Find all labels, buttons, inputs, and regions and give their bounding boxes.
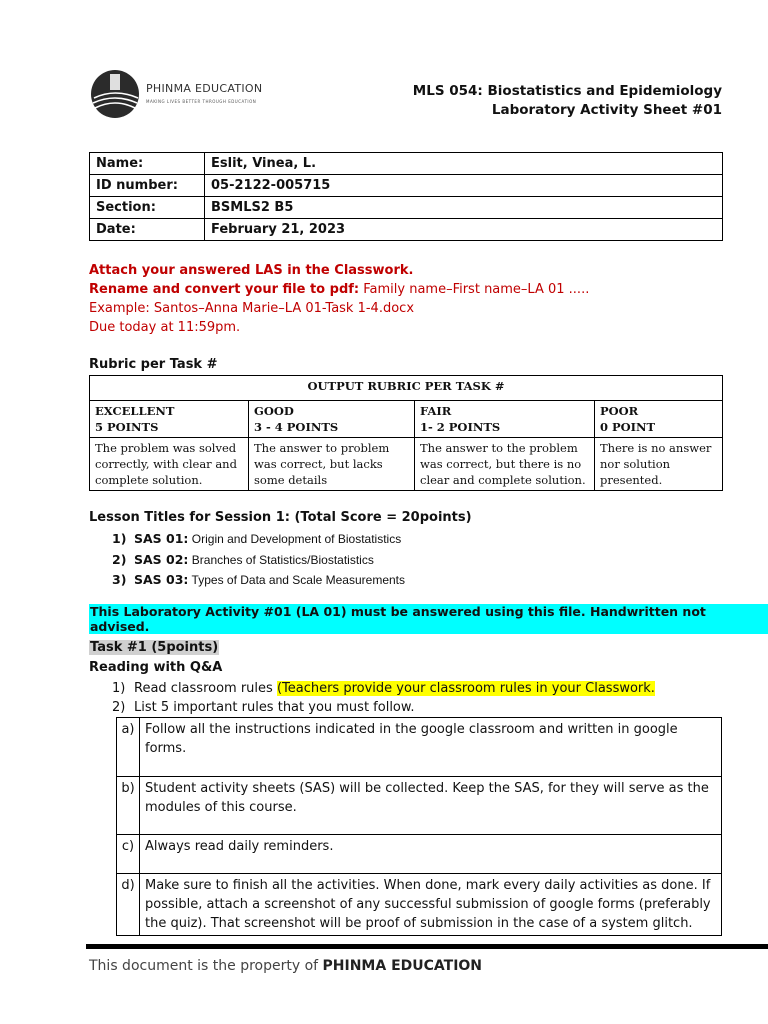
- rule-row: [117, 835, 722, 874]
- lesson-title: Origin and Development of Biostatistics: [188, 532, 402, 546]
- level-name: GOOD: [254, 404, 294, 418]
- lesson-code: SAS 03:: [134, 572, 189, 587]
- rubric-desc: The problem was solved correctly, with clear and complete solution.: [90, 438, 249, 491]
- task-step: [112, 679, 655, 698]
- step-number: 1): [112, 681, 126, 696]
- logo-tagline: MAKING LIVES BETTER THROUGH EDUCATION: [146, 99, 257, 104]
- id-label: ID number:: [90, 175, 205, 197]
- level-points: 0 POINT: [600, 420, 656, 434]
- rubric-heading: Rubric per Task #: [89, 357, 218, 372]
- rubric-level: [415, 401, 595, 438]
- rule-row: [117, 874, 722, 936]
- header-course-info: [413, 82, 722, 120]
- step-text: List 5 important rules that you must follow.: [134, 700, 415, 715]
- info-row-section: [90, 197, 723, 219]
- lesson-title: Branches of Statistics/Biostatistics: [188, 552, 374, 567]
- rubric-desc: There is no answer nor solution presented.: [595, 438, 723, 491]
- rule-text: Student activity sheets (SAS) will be collected. Keep the SAS, for they will serve as the modules of this course.: [140, 777, 722, 835]
- sheet-title: Laboratory Activity Sheet #01: [491, 102, 722, 118]
- rubric-title: OUTPUT RUBRIC PER TASK #: [90, 376, 723, 401]
- lesson-number: 2): [112, 551, 127, 567]
- course-title: MLS 054: Biostatistics and Epidemiology: [412, 83, 722, 99]
- rule-letter: d): [117, 874, 140, 936]
- lesson-code: SAS 02:: [134, 551, 189, 567]
- name-value: Eslit, Vinea, L.: [205, 153, 723, 175]
- section-label: Section:: [90, 197, 205, 219]
- attach-instruction: Attach your answered LAS in the Classwork.: [89, 263, 414, 278]
- lesson-list: [112, 529, 405, 591]
- level-name: EXCELLENT: [95, 404, 175, 418]
- level-name: POOR: [600, 404, 639, 418]
- rules-table: [116, 717, 722, 936]
- lesson-code: SAS 01:: [134, 531, 189, 546]
- step-highlight: (Teachers provide your classroom rules in your Classwork.: [276, 681, 655, 696]
- level-points: 1- 2 POINTS: [420, 420, 501, 434]
- section-value: BSMLS2 B5: [205, 197, 723, 219]
- footer-prefix: This document is the property of: [89, 958, 323, 974]
- task-steps: [112, 679, 655, 717]
- lesson-number: 3): [112, 572, 127, 587]
- rule-row: [117, 777, 722, 835]
- rename-instruction: [89, 280, 589, 299]
- step-text: Read classroom rules: [134, 681, 277, 696]
- rubric-level: [90, 401, 249, 438]
- logo-title: PHINMA EDUCATION: [146, 82, 263, 95]
- rubric-level: [249, 401, 415, 438]
- footer-property-notice: [89, 958, 482, 974]
- name-label: Name:: [90, 153, 205, 175]
- rule-text: Always read daily reminders.: [140, 835, 722, 874]
- level-points: 3 - 4 POINTS: [254, 420, 339, 434]
- lesson-titles-heading: Lesson Titles for Session 1: (Total Score = 20points): [89, 510, 472, 525]
- rubric-level: [595, 401, 723, 438]
- footer-divider: [86, 944, 768, 949]
- rename-rest: Family name–First name–LA 01 .....: [359, 282, 590, 297]
- rule-letter: b): [117, 777, 140, 835]
- rubric-desc: The answer to problem was correct, but lacks some details: [249, 438, 415, 491]
- info-row-id: [90, 175, 723, 197]
- rule-letter: c): [117, 835, 140, 874]
- lesson-item: [112, 570, 405, 591]
- rubric-desc: The answer to the problem was correct, but there is no clear and complete solution.: [415, 438, 595, 491]
- student-info-table: [89, 152, 723, 241]
- rubric-table: [89, 375, 723, 491]
- lesson-item: [112, 529, 405, 550]
- rule-letter: a): [117, 718, 140, 777]
- rule-text: Make sure to finish all the activities. When done, mark every daily activities as done. If possible, attach a screenshot of any successful submission of google forms (preferably the quiz). That screenshot will be proof of submission in the case of a system glitch.: [140, 874, 722, 936]
- level-name: FAIR: [420, 404, 452, 418]
- date-label: Date:: [90, 219, 205, 241]
- footer-owner: PHINMA EDUCATION: [322, 958, 483, 974]
- rule-text: Follow all the instructions indicated in the google classroom and written in google forms.: [140, 718, 722, 777]
- phinma-logo: [90, 68, 263, 122]
- info-row-date: [90, 219, 723, 241]
- date-value: February 21, 2023: [205, 219, 723, 241]
- handwritten-notice: This Laboratory Activity #01 (LA 01) must be answered using this file. Handwritten not advised.: [89, 604, 768, 634]
- task-subheading: Reading with Q&A: [89, 660, 223, 675]
- level-points: 5 POINTS: [95, 420, 159, 434]
- due-notice: Due today at 11:59pm.: [89, 320, 241, 335]
- rule-row: [117, 718, 722, 777]
- info-row-name: [90, 153, 723, 175]
- step-number: 2): [112, 700, 126, 715]
- submission-instructions: [89, 261, 589, 337]
- id-value: 05-2122-005715: [205, 175, 723, 197]
- lesson-title: Types of Data and Scale Measurements: [188, 573, 405, 587]
- lesson-number: 1): [112, 531, 127, 546]
- rename-bold: Rename and convert your file to pdf:: [89, 282, 360, 297]
- lesson-item: [112, 550, 405, 571]
- task-heading: Task #1 (5points): [90, 640, 219, 655]
- task-step: [112, 698, 655, 717]
- phinma-logo-icon: [90, 68, 144, 122]
- example-filename: Example: Santos–Anna Marie–LA 01-Task 1-4.docx: [89, 301, 415, 316]
